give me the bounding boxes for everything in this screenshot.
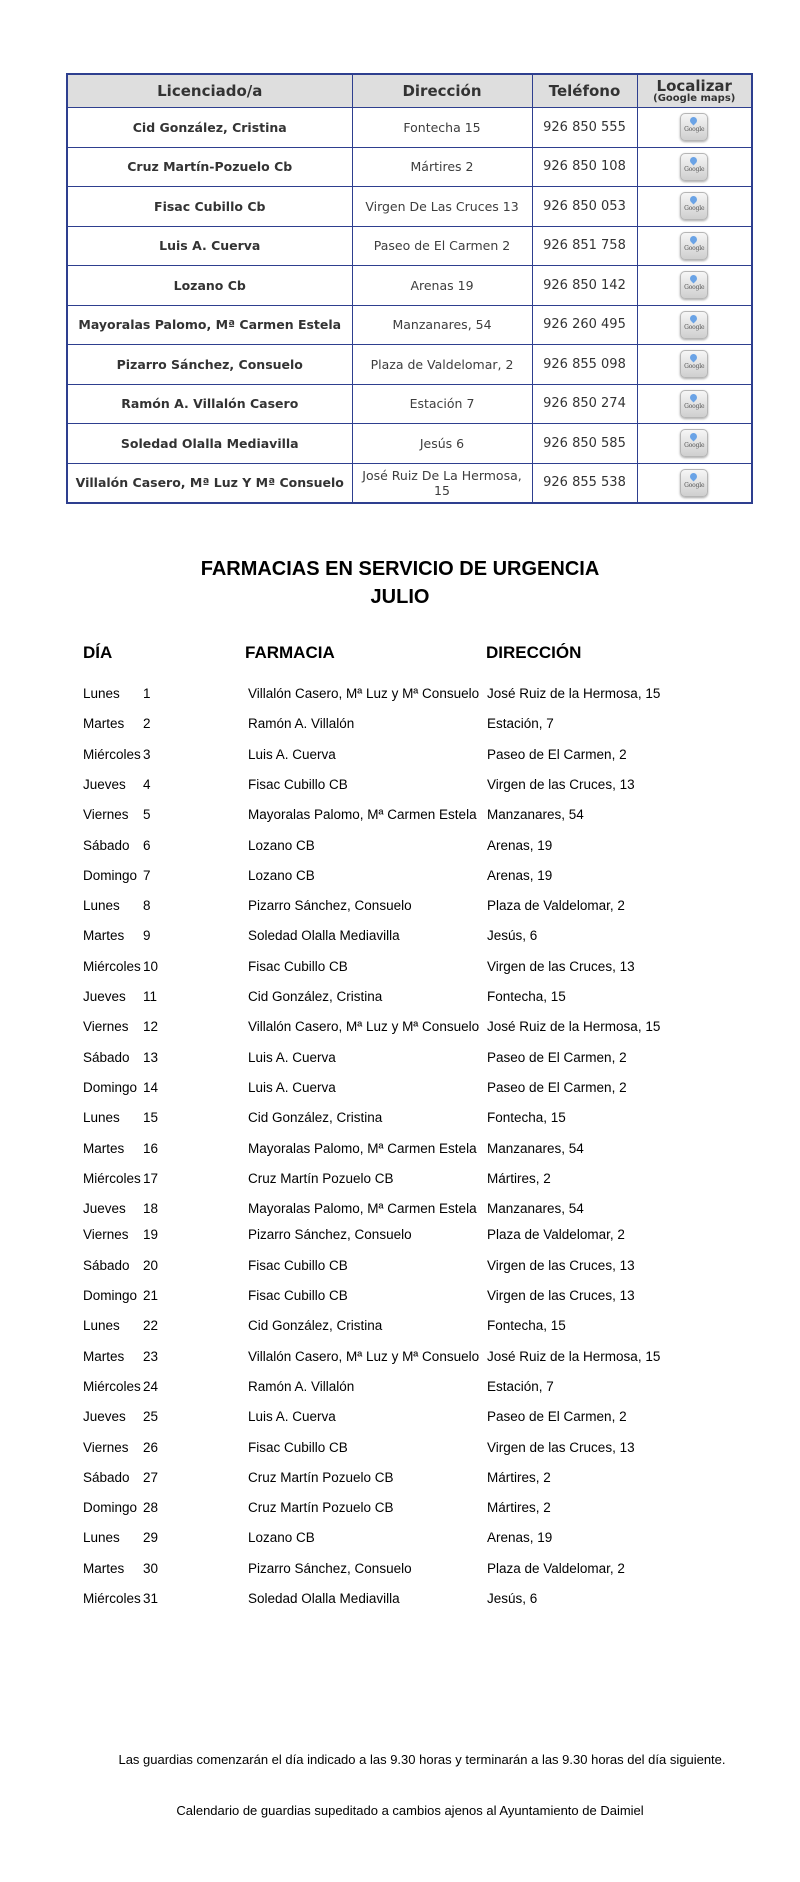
schedule-row <box>0 1201 800 1221</box>
licensee-name: Ramón A. Villalón Casero <box>67 384 352 424</box>
schedule-date: 9 <box>143 928 151 944</box>
pharmacy-address: Plaza de Valdelomar, 2 <box>352 345 532 385</box>
schedule-row <box>0 1409 800 1429</box>
pharmacy-phone: 926 850 555 <box>532 108 637 148</box>
schedule-row <box>0 1080 800 1100</box>
schedule-row <box>0 1288 800 1308</box>
schedule-pharmacy: Pizarro Sánchez, Consuelo <box>248 1560 412 1576</box>
map-pin-icon <box>689 313 699 323</box>
schedule-weekday: Viernes <box>83 1439 129 1455</box>
schedule-row <box>0 1141 800 1161</box>
schedule-row <box>0 868 800 888</box>
schedule-header-day: DÍA <box>83 643 113 662</box>
schedule-pharmacy: Cruz Martín Pozuelo CB <box>248 1469 394 1485</box>
schedule-date: 27 <box>143 1469 159 1485</box>
schedule-weekday: Jueves <box>83 989 126 1004</box>
schedule-row <box>0 716 800 736</box>
pharmacy-address: Fontecha 15 <box>352 108 532 148</box>
locate-cell <box>637 463 752 503</box>
schedule-weekday: Miércoles <box>83 1170 141 1186</box>
schedule-address: Virgen de las Cruces, 13 <box>487 1257 635 1273</box>
schedule-date: 28 <box>143 1500 159 1516</box>
schedule-address: Jesús, 6 <box>487 928 538 944</box>
schedule-pharmacy: Mayoralas Palomo, Mª Carmen Estela <box>248 1201 477 1217</box>
licensee-name: Pizarro Sánchez, Consuelo <box>67 345 352 385</box>
schedule-date: 13 <box>143 1049 159 1065</box>
schedule-address: Mártires, 2 <box>487 1500 551 1516</box>
locate-cell <box>637 187 752 227</box>
licensee-name: Lozano Cb <box>67 266 352 306</box>
schedule-address: José Ruiz de la Hermosa, 15 <box>487 1348 661 1364</box>
google-label: Google <box>684 126 705 134</box>
schedule-row <box>0 1110 800 1130</box>
schedule-date: 5 <box>143 807 151 823</box>
google-maps-icon[interactable] <box>680 311 708 339</box>
licensee-name: Villalón Casero, Mª Luz Y Mª Consuelo <box>67 463 352 503</box>
schedule-row <box>0 1318 800 1338</box>
header-address: Dirección <box>352 74 532 108</box>
schedule-pharmacy: Cid González, Cristina <box>248 1110 383 1126</box>
header-locate <box>637 74 752 108</box>
google-label: Google <box>684 481 705 489</box>
locate-cell <box>637 384 752 424</box>
schedule-address: Fontecha, 15 <box>487 989 566 1004</box>
licensee-name: Fisac Cubillo Cb <box>67 187 352 227</box>
schedule-weekday: Martes <box>83 928 125 944</box>
directory-row <box>67 345 752 385</box>
schedule-row <box>0 1470 800 1490</box>
schedule-date: 19 <box>143 1227 159 1243</box>
locate-cell <box>637 345 752 385</box>
google-maps-icon[interactable] <box>680 113 708 141</box>
schedule-row <box>0 1591 800 1611</box>
schedule-row <box>0 1530 800 1550</box>
licensee-name: Soledad Olalla Mediavilla <box>67 424 352 464</box>
schedule-pharmacy: Mayoralas Palomo, Mª Carmen Estela <box>248 807 477 823</box>
schedule-weekday: Lunes <box>83 686 120 701</box>
schedule-date: 6 <box>143 837 151 853</box>
schedule-date: 1 <box>143 686 151 701</box>
schedule-address: Virgen de las Cruces, 13 <box>487 776 635 792</box>
schedule-weekday: Miércoles <box>83 1591 141 1606</box>
licensee-name: Mayoralas Palomo, Mª Carmen Estela <box>67 305 352 345</box>
schedule-pharmacy: Pizarro Sánchez, Consuelo <box>248 1227 412 1243</box>
schedule-date: 8 <box>143 898 151 914</box>
schedule-weekday: Martes <box>83 716 125 732</box>
google-label: Google <box>684 442 705 450</box>
schedule-weekday: Miércoles <box>83 1378 141 1394</box>
schedule-pharmacy: Fisac Cubillo CB <box>248 958 348 974</box>
schedule-date: 30 <box>143 1560 159 1576</box>
schedule-date: 10 <box>143 958 159 974</box>
licensee-name: Cruz Martín-Pozuelo Cb <box>67 147 352 187</box>
directory-row <box>67 266 752 306</box>
schedule-row <box>0 1258 800 1278</box>
google-label: Google <box>684 205 705 213</box>
schedule-disclaimer: Calendario de guardias supeditado a cambios ajenos al Ayuntamiento de Daimiel <box>176 1803 644 1818</box>
licensee-name: Luis A. Cuerva <box>67 226 352 266</box>
schedule-weekday: Viernes <box>83 807 129 823</box>
schedule-pharmacy: Mayoralas Palomo, Mª Carmen Estela <box>248 1140 477 1156</box>
pharmacy-phone: 926 850 585 <box>532 424 637 464</box>
schedule-date: 16 <box>143 1140 159 1156</box>
pharmacy-phone: 926 855 538 <box>532 463 637 503</box>
map-pin-icon <box>689 234 699 244</box>
pharmacy-directory-table <box>66 73 753 504</box>
directory-row <box>67 108 752 148</box>
google-maps-icon[interactable] <box>680 469 708 497</box>
google-maps-icon[interactable] <box>680 192 708 220</box>
schedule-address: Estación, 7 <box>487 1378 554 1394</box>
locate-cell <box>637 266 752 306</box>
map-pin-icon <box>689 195 699 205</box>
schedule-weekday: Sábado <box>83 1257 130 1273</box>
schedule-row <box>0 838 800 858</box>
schedule-weekday: Domingo <box>83 1288 138 1303</box>
directory-row <box>67 384 752 424</box>
schedule-pharmacy: Luis A. Cuerva <box>248 1409 336 1425</box>
schedule-weekday: Lunes <box>83 1318 120 1334</box>
schedule-address: Estación, 7 <box>487 716 554 732</box>
locate-cell <box>637 147 752 187</box>
schedule-address: José Ruiz de la Hermosa, 15 <box>487 686 661 701</box>
schedule-weekday: Miércoles <box>83 958 141 974</box>
schedule-address: Virgen de las Cruces, 13 <box>487 1288 635 1303</box>
schedule-address: Paseo de El Carmen, 2 <box>487 1079 627 1095</box>
schedule-address: Manzanares, 54 <box>487 1140 584 1156</box>
schedule-row <box>0 989 800 1009</box>
schedule-weekday: Lunes <box>83 1530 120 1546</box>
schedule-date: 31 <box>143 1591 159 1606</box>
pharmacy-phone: 926 850 274 <box>532 384 637 424</box>
schedule-weekday: Domingo <box>83 1079 138 1095</box>
schedule-date: 20 <box>143 1257 159 1273</box>
header-licensee: Licenciado/a <box>67 74 352 108</box>
schedule-pharmacy: Fisac Cubillo CB <box>248 776 348 792</box>
pharmacy-address: Manzanares, 54 <box>352 305 532 345</box>
schedule-date: 14 <box>143 1079 159 1095</box>
schedule-date: 15 <box>143 1110 159 1126</box>
schedule-address: Arenas, 19 <box>487 1530 553 1546</box>
schedule-header-pharmacy: FARMACIA <box>245 643 335 662</box>
schedule-row <box>0 1440 800 1460</box>
schedule-weekday: Martes <box>83 1348 125 1364</box>
schedule-address: Arenas, 19 <box>487 867 553 883</box>
map-pin-icon <box>689 353 699 363</box>
schedule-date: 25 <box>143 1409 159 1425</box>
schedule-date: 3 <box>143 746 151 762</box>
schedule-date: 4 <box>143 776 151 792</box>
schedule-pharmacy: Fisac Cubillo CB <box>248 1288 348 1303</box>
pharmacy-address: Virgen De Las Cruces 13 <box>352 187 532 227</box>
pharmacy-phone: 926 851 758 <box>532 226 637 266</box>
pharmacy-address: José Ruiz De La Hermosa, 15 <box>352 463 532 503</box>
directory-row <box>67 305 752 345</box>
locate-cell <box>637 424 752 464</box>
schedule-weekday: Martes <box>83 1140 125 1156</box>
schedule-pharmacy: Lozano CB <box>248 867 315 883</box>
schedule-address: Manzanares, 54 <box>487 807 584 823</box>
schedule-address: Paseo de El Carmen, 2 <box>487 746 627 762</box>
google-label: Google <box>684 402 705 410</box>
schedule-address: Plaza de Valdelomar, 2 <box>487 1227 625 1243</box>
pharmacy-phone: 926 855 098 <box>532 345 637 385</box>
schedule-date: 23 <box>143 1348 159 1364</box>
google-label: Google <box>684 363 705 371</box>
schedule-header-address: DIRECCIÓN <box>486 643 582 662</box>
schedule-weekday: Martes <box>83 1560 125 1576</box>
schedule-address: Paseo de El Carmen, 2 <box>487 1049 627 1065</box>
schedule-pharmacy: Cruz Martín Pozuelo CB <box>248 1170 394 1186</box>
schedule-address: Jesús, 6 <box>487 1591 538 1606</box>
schedule-weekday: Domingo <box>83 1500 138 1516</box>
schedule-row <box>0 1227 800 1247</box>
schedule-pharmacy: Cruz Martín Pozuelo CB <box>248 1500 394 1516</box>
schedule-address: Plaza de Valdelomar, 2 <box>487 1560 625 1576</box>
schedule-pharmacy: Soledad Olalla Mediavilla <box>248 1591 400 1606</box>
directory-row <box>67 147 752 187</box>
schedule-address: Mártires, 2 <box>487 1469 551 1485</box>
pharmacy-phone: 926 260 495 <box>532 305 637 345</box>
directory-row <box>67 187 752 227</box>
google-maps-icon[interactable] <box>680 153 708 181</box>
schedule-date: 18 <box>143 1201 159 1217</box>
map-pin-icon <box>689 116 699 126</box>
schedule-pharmacy: Luis A. Cuerva <box>248 1079 336 1095</box>
schedule-row <box>0 1379 800 1399</box>
schedule-date: 21 <box>143 1288 159 1303</box>
schedule-row <box>0 1561 800 1581</box>
schedule-weekday: Jueves <box>83 1409 126 1425</box>
schedule-date: 26 <box>143 1439 159 1455</box>
schedule-address: José Ruiz de la Hermosa, 15 <box>487 1019 661 1035</box>
schedule-pharmacy: Villalón Casero, Mª Luz y Mª Consuelo <box>248 1019 480 1035</box>
schedule-row <box>0 898 800 918</box>
google-maps-icon[interactable] <box>680 350 708 378</box>
schedule-row <box>0 686 800 706</box>
schedule-title: FARMACIAS EN SERVICIO DE URGENCIA <box>200 558 600 580</box>
google-label: Google <box>684 244 705 252</box>
schedule-pharmacy: Luis A. Cuerva <box>248 746 336 762</box>
schedule-date: 2 <box>143 716 151 732</box>
schedule-address: Plaza de Valdelomar, 2 <box>487 898 625 914</box>
schedule-pharmacy: Villalón Casero, Mª Luz y Mª Consuelo <box>248 686 480 701</box>
schedule-date: 7 <box>143 867 151 883</box>
google-label: Google <box>684 323 705 331</box>
schedule-weekday: Miércoles <box>83 746 141 762</box>
map-pin-icon <box>689 392 699 402</box>
schedule-hours-note: Las guardias comenzarán el día indicado a las 9.30 horas y terminarán a las 9.30 horas del día siguiente. <box>118 1752 726 1767</box>
locate-cell <box>637 305 752 345</box>
schedule-address: Fontecha, 15 <box>487 1110 566 1126</box>
header-phone: Teléfono <box>532 74 637 108</box>
schedule-pharmacy: Ramón A. Villalón <box>248 1378 355 1394</box>
schedule-row <box>0 807 800 827</box>
schedule-date: 12 <box>143 1019 159 1035</box>
schedule-month: JULIO <box>370 586 430 608</box>
schedule-row <box>0 1019 800 1039</box>
schedule-date: 11 <box>143 989 158 1004</box>
pharmacy-address: Paseo de El Carmen 2 <box>352 226 532 266</box>
pharmacy-address: Arenas 19 <box>352 266 532 306</box>
schedule-pharmacy: Ramón A. Villalón <box>248 716 355 732</box>
schedule-address: Paseo de El Carmen, 2 <box>487 1409 627 1425</box>
schedule-weekday: Viernes <box>83 1227 129 1243</box>
schedule-weekday: Viernes <box>83 1019 129 1035</box>
directory-header-row <box>67 74 752 108</box>
schedule-row <box>0 1171 800 1191</box>
directory-row <box>67 226 752 266</box>
schedule-pharmacy: Lozano CB <box>248 837 315 853</box>
schedule-date: 24 <box>143 1378 159 1394</box>
pharmacy-phone: 926 850 053 <box>532 187 637 227</box>
pharmacy-address: Jesús 6 <box>352 424 532 464</box>
schedule-weekday: Sábado <box>83 837 130 853</box>
schedule-row <box>0 1349 800 1369</box>
schedule-address: Fontecha, 15 <box>487 1318 566 1334</box>
schedule-weekday: Sábado <box>83 1469 130 1485</box>
schedule-row <box>0 1500 800 1520</box>
schedule-address: Manzanares, 54 <box>487 1201 584 1217</box>
google-maps-icon[interactable] <box>680 232 708 260</box>
schedule-pharmacy: Villalón Casero, Mª Luz y Mª Consuelo <box>248 1348 480 1364</box>
pharmacy-address: Mártires 2 <box>352 147 532 187</box>
schedule-weekday: Domingo <box>83 867 138 883</box>
header-locate-label: Localizar <box>656 77 732 95</box>
schedule-pharmacy: Fisac Cubillo CB <box>248 1257 348 1273</box>
locate-cell <box>637 226 752 266</box>
directory-row <box>67 424 752 464</box>
map-pin-icon <box>689 432 699 442</box>
map-pin-icon <box>689 155 699 165</box>
schedule-row <box>0 959 800 979</box>
schedule-address: Arenas, 19 <box>487 837 553 853</box>
google-maps-icon[interactable] <box>680 429 708 457</box>
google-maps-icon[interactable] <box>680 390 708 418</box>
google-label: Google <box>684 284 705 292</box>
schedule-address: Virgen de las Cruces, 13 <box>487 1439 635 1455</box>
schedule-row <box>0 777 800 797</box>
schedule-weekday: Lunes <box>83 898 120 914</box>
schedule-weekday: Jueves <box>83 776 126 792</box>
schedule-row <box>0 928 800 948</box>
google-label: Google <box>684 165 705 173</box>
schedule-date: 29 <box>143 1530 159 1546</box>
map-pin-icon <box>689 274 699 284</box>
map-pin-icon <box>689 471 699 481</box>
locate-cell <box>637 108 752 148</box>
header-locate-sublabel: (Google maps) <box>653 93 736 104</box>
schedule-address: Virgen de las Cruces, 13 <box>487 958 635 974</box>
pharmacy-phone: 926 850 142 <box>532 266 637 306</box>
schedule-pharmacy: Luis A. Cuerva <box>248 1049 336 1065</box>
schedule-row <box>0 747 800 767</box>
directory-row <box>67 463 752 503</box>
schedule-address: Mártires, 2 <box>487 1170 551 1186</box>
google-maps-icon[interactable] <box>680 271 708 299</box>
schedule-date: 22 <box>143 1318 159 1334</box>
licensee-name: Cid González, Cristina <box>67 108 352 148</box>
schedule-pharmacy: Lozano CB <box>248 1530 315 1546</box>
schedule-pharmacy: Cid González, Cristina <box>248 1318 383 1334</box>
schedule-weekday: Lunes <box>83 1110 120 1126</box>
schedule-weekday: Sábado <box>83 1049 130 1065</box>
pharmacy-address: Estación 7 <box>352 384 532 424</box>
schedule-pharmacy: Soledad Olalla Mediavilla <box>248 928 400 944</box>
schedule-pharmacy: Fisac Cubillo CB <box>248 1439 348 1455</box>
schedule-date: 17 <box>143 1170 159 1186</box>
pharmacy-phone: 926 850 108 <box>532 147 637 187</box>
schedule-row <box>0 1050 800 1070</box>
schedule-weekday: Jueves <box>83 1201 126 1217</box>
schedule-pharmacy: Pizarro Sánchez, Consuelo <box>248 898 412 914</box>
schedule-pharmacy: Cid González, Cristina <box>248 989 383 1004</box>
